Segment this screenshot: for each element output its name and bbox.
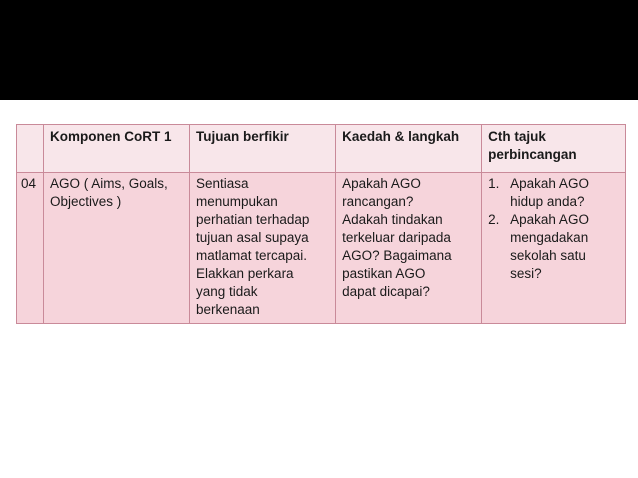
list-item: [488, 211, 619, 283]
cell-kaedah: Apakah AGO rancangan? Adakah tindakan terkeluar daripada AGO? Bagaimana pastikan AGO dapat dicapai?: [336, 173, 482, 324]
header-no: [17, 125, 44, 173]
list-item-number: 2.: [488, 212, 500, 227]
table-row: [17, 173, 626, 324]
cell-tujuan: Sentiasa menumpukan perhatian terhadap tujuan asal supaya matlamat tercapai. Elakkan perkara yang tidak berkenaan: [190, 173, 336, 324]
header-tujuan: Tujuan berfikir: [190, 125, 336, 173]
list-item-number: 1.: [488, 176, 500, 191]
table-header-row: [17, 125, 626, 173]
cell-examples: [482, 173, 626, 324]
cell-komponen: AGO ( Aims, Goals, Objectives ): [43, 173, 189, 324]
example-list: [488, 175, 619, 283]
header-cth: Cth tajuk perbincangan: [482, 125, 626, 173]
cort-table: [16, 124, 626, 324]
cell-number: 04: [17, 173, 44, 324]
list-item: [488, 175, 619, 211]
list-item-text: Apakah AGO mengadakan sekolah satu sesi?: [510, 212, 589, 281]
header-komponen: Komponen CoRT 1: [43, 125, 189, 173]
list-item-text: Apakah AGO hidup anda?: [510, 176, 589, 209]
title-band: [0, 0, 638, 100]
header-kaedah: Kaedah & langkah: [336, 125, 482, 173]
